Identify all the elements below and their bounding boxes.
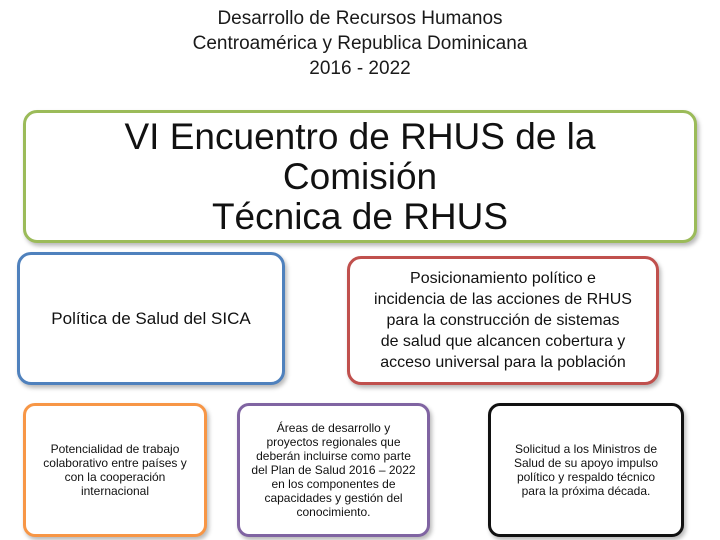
header-region: Centroamérica y Republica Dominicana <box>192 33 528 54</box>
areas-line-2: proyectos regionales que <box>266 435 401 449</box>
areas-desarrollo-box <box>237 403 430 537</box>
main-title-line-1: VI Encuentro de RHUS de la Comisión <box>124 115 596 197</box>
posicionamiento-box <box>347 256 659 385</box>
areas-line-6: capacidades y gestión del <box>264 491 403 505</box>
potencialidad-text <box>35 442 194 498</box>
main-title-line-2: Técnica de RHUS <box>211 195 509 237</box>
posicionamiento-line-4: de salud que alcancen cobertura y <box>380 333 626 350</box>
areas-line-3: deberán incluirse como parte <box>256 449 411 463</box>
header-period: 2016 - 2022 <box>309 58 411 79</box>
posicionamiento-line-2: incidencia de las acciones de RHUS <box>374 291 632 308</box>
solicitud-text <box>506 442 666 498</box>
areas-line-4: del Plan de Salud 2016 – 2022 <box>251 463 416 477</box>
potencialidad-line-1: Potencialidad de trabajo <box>50 442 180 456</box>
posicionamiento-line-1: Posicionamiento político e <box>410 270 596 287</box>
areas-desarrollo-text <box>243 421 423 519</box>
solicitud-line-1: Solicitud a los Ministros de <box>514 442 658 456</box>
areas-line-7: conocimiento. <box>296 505 371 519</box>
posicionamiento-text <box>368 268 638 373</box>
posicionamiento-line-5: acceso universal para la población <box>380 354 626 371</box>
solicitud-line-3: político y respaldo técnico <box>516 470 656 484</box>
politica-salud-box <box>17 252 285 385</box>
main-title-box <box>23 110 697 243</box>
main-title <box>26 117 694 237</box>
potencialidad-box <box>23 403 207 537</box>
header-title: Desarrollo de Recursos Humanos <box>217 8 503 29</box>
politica-salud-text: Política de Salud del SICA <box>51 308 251 328</box>
solicitud-line-4: para la próxima década. <box>521 484 651 498</box>
potencialidad-line-4: internacional <box>80 484 150 498</box>
posicionamiento-line-3: para la construcción de sistemas <box>386 312 620 329</box>
potencialidad-line-3: con la cooperación <box>64 470 166 484</box>
solicitud-box <box>488 403 684 537</box>
potencialidad-line-2: colaborativo entre países y <box>43 456 187 470</box>
areas-line-5: en los componentes de <box>271 477 396 491</box>
page-header <box>0 6 720 81</box>
solicitud-line-2: Salud de su apoyo impulso <box>513 456 659 470</box>
areas-line-1: Áreas de desarrollo y <box>276 421 391 435</box>
